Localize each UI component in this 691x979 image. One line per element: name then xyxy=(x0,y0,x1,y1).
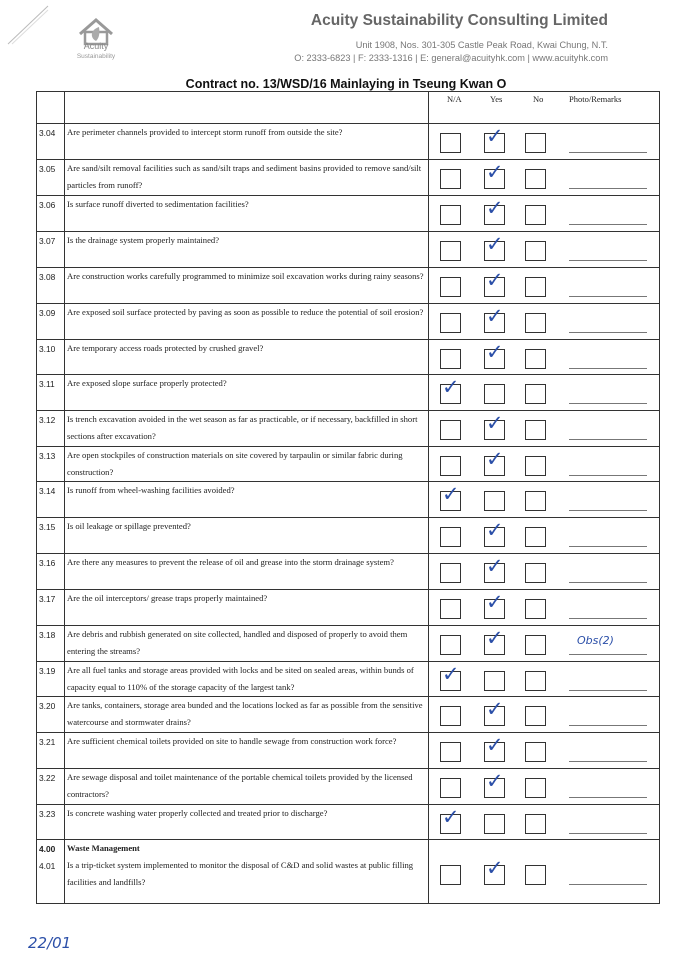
question-cell xyxy=(65,447,429,482)
options-cell xyxy=(429,769,660,805)
question-text: Are perimeter channels provided to intercept storm runoff from outside the site? xyxy=(67,127,343,137)
company-name: Acuity Sustainability Consulting Limited xyxy=(310,12,608,29)
options-cell xyxy=(429,840,660,904)
checkbox-no[interactable] xyxy=(525,420,546,440)
item-number xyxy=(37,124,65,160)
item-number-text: 3.23 xyxy=(39,809,56,819)
item-number-text: 4.01 xyxy=(39,861,56,871)
item-number-text: 3.14 xyxy=(39,486,56,496)
check-mark-icon: ✓ xyxy=(442,375,460,399)
question-cell xyxy=(65,662,429,697)
checkbox-na[interactable] xyxy=(440,277,461,297)
question-cell xyxy=(65,411,429,447)
item-number xyxy=(37,769,65,805)
remarks-line[interactable] xyxy=(569,368,647,369)
checkbox-yes[interactable] xyxy=(484,814,505,834)
options-cell xyxy=(429,626,660,662)
question-text: Are sufficient chemical toilets provided on site to handle sewage from construction work force? xyxy=(67,736,397,746)
options-cell xyxy=(429,590,660,626)
question-text: Are all fuel tanks and storage areas provided with locks and be sited on sealed areas, within bunds of capacity equal to 110% of the storage capacity of the largest tank? xyxy=(67,665,414,692)
corner-fold-icon xyxy=(6,4,50,46)
options-cell xyxy=(429,518,660,554)
question-cell xyxy=(65,375,429,411)
col-na-label: N/A xyxy=(447,94,462,104)
checkbox-na[interactable] xyxy=(440,420,461,440)
question-text: Is a trip-ticket system implemented to monitor the disposal of C&D and solid wastes at public filling facilities and landfills? xyxy=(67,860,414,887)
company-address: Unit 1908, Nos. 301-305 Castle Peak Road, Kwai Chung, N.T. xyxy=(355,40,608,50)
checkbox-na[interactable] xyxy=(440,599,461,619)
remarks-line[interactable] xyxy=(569,654,647,655)
question-cell xyxy=(65,160,429,196)
checkbox-no[interactable] xyxy=(525,814,546,834)
options-cell xyxy=(429,447,660,482)
header-question-cell xyxy=(65,92,429,124)
check-mark-icon: ✓ xyxy=(486,268,504,292)
handwritten-page-number: 22/01 xyxy=(28,934,72,952)
checkbox-na[interactable] xyxy=(440,706,461,726)
question-cell xyxy=(65,626,429,662)
options-cell xyxy=(429,662,660,697)
item-number xyxy=(37,518,65,554)
item-number-text: 3.07 xyxy=(39,236,56,246)
check-mark-icon: ✓ xyxy=(486,697,504,721)
checkbox-no[interactable] xyxy=(525,169,546,189)
item-number-text: 3.13 xyxy=(39,451,56,461)
question-text: Are temporary access roads protected by crushed gravel? xyxy=(67,343,264,353)
checkbox-na[interactable] xyxy=(440,241,461,261)
check-mark-icon: ✓ xyxy=(486,196,504,220)
question-cell xyxy=(65,518,429,554)
checkbox-na[interactable] xyxy=(440,563,461,583)
col-remarks-label: Photo/Remarks xyxy=(569,94,622,104)
options-cell xyxy=(429,124,660,160)
question-cell xyxy=(65,840,429,904)
table-row xyxy=(37,662,660,697)
handwritten-remark: Obs(2) xyxy=(577,634,614,647)
checkbox-no[interactable] xyxy=(525,205,546,225)
checkbox-na[interactable] xyxy=(440,456,461,476)
item-number xyxy=(37,482,65,518)
checkbox-na[interactable] xyxy=(440,205,461,225)
checkbox-no[interactable] xyxy=(525,865,546,885)
check-mark-icon: ✓ xyxy=(486,124,504,148)
question-cell xyxy=(65,554,429,590)
table-row xyxy=(37,697,660,733)
check-mark-icon: ✓ xyxy=(486,447,504,471)
item-number-text: 3.15 xyxy=(39,522,56,532)
checkbox-na[interactable] xyxy=(440,169,461,189)
col-yes-label: Yes xyxy=(490,94,503,104)
checkbox-na[interactable] xyxy=(440,313,461,333)
contract-title: Contract no. 13/WSD/16 Mainlaying in Tseung Kwan O xyxy=(185,77,507,91)
options-cell xyxy=(429,697,660,733)
checkbox-no[interactable] xyxy=(525,778,546,798)
question-cell xyxy=(65,733,429,769)
table-row xyxy=(37,304,660,340)
question-text: Are sand/silt removal facilities such as sand/silt traps and sediment basins provided to remove sand/silt particles from runoff? xyxy=(67,163,422,190)
col-no-label: No xyxy=(533,94,544,104)
question-cell xyxy=(65,268,429,304)
checkbox-no[interactable] xyxy=(525,384,546,404)
table-row xyxy=(37,590,660,626)
question-cell xyxy=(65,304,429,340)
question-text: Is concrete washing water properly collected and treated prior to discharge? xyxy=(67,808,328,818)
item-number-text: 3.22 xyxy=(39,773,56,783)
check-mark-icon: ✓ xyxy=(486,160,504,184)
options-cell xyxy=(429,375,660,411)
item-number xyxy=(37,662,65,697)
item-number-text: 3.12 xyxy=(39,415,56,425)
table-row xyxy=(37,375,660,411)
checkbox-no[interactable] xyxy=(525,563,546,583)
checkbox-na[interactable] xyxy=(440,635,461,655)
table-row xyxy=(37,196,660,232)
item-number xyxy=(37,375,65,411)
remarks-line[interactable] xyxy=(569,582,647,583)
remarks-line[interactable] xyxy=(569,439,647,440)
options-cell xyxy=(429,482,660,518)
item-number xyxy=(37,626,65,662)
remarks-line[interactable] xyxy=(569,475,647,476)
item-number-text: 3.19 xyxy=(39,666,56,676)
item-number-text: 3.18 xyxy=(39,630,56,640)
checkbox-no[interactable] xyxy=(525,742,546,762)
table-row xyxy=(37,769,660,805)
item-number xyxy=(37,590,65,626)
check-mark-icon: ✓ xyxy=(486,856,504,880)
check-mark-icon: ✓ xyxy=(442,662,460,686)
logo-subtitle: Sustainability xyxy=(76,53,116,60)
options-cell xyxy=(429,304,660,340)
checklist-table xyxy=(36,91,660,904)
company-contact: O: 2333-6823 | F: 2333-1316 | E: general@acuityhk.com | www.acuityhk.com xyxy=(294,53,608,63)
check-mark-icon: ✓ xyxy=(486,554,504,578)
item-number-text: 3.05 xyxy=(39,164,56,174)
item-number xyxy=(37,340,65,375)
checkbox-no[interactable] xyxy=(525,313,546,333)
table-row xyxy=(37,518,660,554)
table-row xyxy=(37,160,660,196)
question-text: Is trench excavation avoided in the wet season as far as practicable, or if necessary, backfilled in short sections after excavation? xyxy=(67,414,418,441)
table-row xyxy=(37,733,660,769)
question-text: Are sewage disposal and toilet maintenance of the portable chemical toilets provided by the licensed contractors? xyxy=(67,772,413,799)
options-cell xyxy=(429,268,660,304)
question-text: Is oil leakage or spillage prevented? xyxy=(67,521,191,531)
checkbox-no[interactable] xyxy=(525,491,546,511)
options-cell xyxy=(429,554,660,590)
checkbox-no[interactable] xyxy=(525,599,546,619)
question-cell xyxy=(65,196,429,232)
item-number-text: 3.11 xyxy=(39,379,55,389)
item-number xyxy=(37,447,65,482)
question-cell xyxy=(65,769,429,805)
table-row xyxy=(37,805,660,840)
check-mark-icon: ✓ xyxy=(486,733,504,757)
item-number-text: 3.08 xyxy=(39,272,56,282)
options-cell xyxy=(429,805,660,840)
checkbox-yes[interactable] xyxy=(484,671,505,691)
item-number xyxy=(37,840,65,904)
check-mark-icon: ✓ xyxy=(486,232,504,256)
remarks-line[interactable] xyxy=(569,884,647,885)
question-text: Is surface runoff diverted to sedimentation facilities? xyxy=(67,199,249,209)
checkbox-na[interactable] xyxy=(440,133,461,153)
check-mark-icon: ✓ xyxy=(486,304,504,328)
checkbox-yes[interactable] xyxy=(484,491,505,511)
header-row xyxy=(37,92,660,124)
question-cell xyxy=(65,805,429,840)
item-number xyxy=(37,411,65,447)
question-cell xyxy=(65,697,429,733)
question-cell xyxy=(65,590,429,626)
remarks-line[interactable] xyxy=(569,296,647,297)
options-cell xyxy=(429,196,660,232)
remarks-line[interactable] xyxy=(569,797,647,798)
remarks-line[interactable] xyxy=(569,833,647,834)
checkbox-no[interactable] xyxy=(525,635,546,655)
checkbox-yes[interactable] xyxy=(484,384,505,404)
question-text: Are exposed soil surface protected by paving as soon as possible to reduce the potential of soil erosion? xyxy=(67,307,424,317)
item-number-text: 3.10 xyxy=(39,344,56,354)
item-number-text: 3.17 xyxy=(39,594,56,604)
options-cell xyxy=(429,411,660,447)
checkbox-na[interactable] xyxy=(440,778,461,798)
remarks-line[interactable] xyxy=(569,725,647,726)
item-number-text: 3.16 xyxy=(39,558,56,568)
checkbox-na[interactable] xyxy=(440,349,461,369)
question-text: Are there any measures to prevent the release of oil and grease into the storm drainage system? xyxy=(67,557,394,567)
checkbox-no[interactable] xyxy=(525,241,546,261)
check-mark-icon: ✓ xyxy=(486,626,504,650)
remarks-line[interactable] xyxy=(569,403,647,404)
header-options-cell xyxy=(429,92,660,124)
item-number-text: 3.04 xyxy=(39,128,56,138)
question-text: Are tanks, containers, storage area bunded and the locations locked as far as possible from the sensitive watercourse and stormwater drains? xyxy=(67,700,423,727)
item-number-text: 3.09 xyxy=(39,308,56,318)
remarks-line[interactable] xyxy=(569,546,647,547)
check-mark-icon: ✓ xyxy=(442,482,460,506)
section-number: 4.00 xyxy=(39,844,56,854)
remarks-line[interactable] xyxy=(569,690,647,691)
table-row xyxy=(37,124,660,160)
checkbox-no[interactable] xyxy=(525,706,546,726)
checkbox-na[interactable] xyxy=(440,742,461,762)
item-number-text: 3.21 xyxy=(39,737,56,747)
question-text: Is runoff from wheel-washing facilities avoided? xyxy=(67,485,235,495)
checkbox-no[interactable] xyxy=(525,671,546,691)
header-num-cell xyxy=(37,92,65,124)
table-row xyxy=(37,411,660,447)
item-number xyxy=(37,268,65,304)
options-cell xyxy=(429,340,660,375)
question-text: Are debris and rubbish generated on site collected, handled and disposed of properly to avoid them entering the streams? xyxy=(67,629,408,656)
question-text: Are the oil interceptors/ grease traps properly maintained? xyxy=(67,593,268,603)
remarks-line[interactable] xyxy=(569,260,647,261)
remarks-line[interactable] xyxy=(569,188,647,189)
remarks-line[interactable] xyxy=(569,152,647,153)
question-cell xyxy=(65,340,429,375)
remarks-line[interactable] xyxy=(569,618,647,619)
check-mark-icon: ✓ xyxy=(442,805,460,829)
checkbox-no[interactable] xyxy=(525,277,546,297)
item-number-text: 3.06 xyxy=(39,200,56,210)
item-number xyxy=(37,554,65,590)
question-cell xyxy=(65,232,429,268)
checkbox-no[interactable] xyxy=(525,349,546,369)
item-number xyxy=(37,304,65,340)
remarks-line[interactable] xyxy=(569,761,647,762)
section-title: Waste Management xyxy=(67,843,140,853)
item-number xyxy=(37,196,65,232)
question-text: Are open stockpiles of construction materials on site covered by tarpaulin or similar fabric during construction? xyxy=(67,450,403,477)
question-text: Are exposed slope surface properly protected? xyxy=(67,378,227,388)
options-cell xyxy=(429,232,660,268)
item-number xyxy=(37,232,65,268)
item-number-text: 3.20 xyxy=(39,701,56,711)
checkbox-na[interactable] xyxy=(440,527,461,547)
table-row xyxy=(37,268,660,304)
table-row xyxy=(37,232,660,268)
check-mark-icon: ✓ xyxy=(486,590,504,614)
check-mark-icon: ✓ xyxy=(486,769,504,793)
check-mark-icon: ✓ xyxy=(486,411,504,435)
remarks-line[interactable] xyxy=(569,224,647,225)
table-row xyxy=(37,554,660,590)
table-row xyxy=(37,840,660,904)
item-number xyxy=(37,733,65,769)
question-cell xyxy=(65,124,429,160)
table-row xyxy=(37,447,660,482)
question-text: Is the drainage system properly maintained? xyxy=(67,235,220,245)
checkbox-na[interactable] xyxy=(440,865,461,885)
table-row xyxy=(37,626,660,662)
table-row xyxy=(37,340,660,375)
checkbox-no[interactable] xyxy=(525,456,546,476)
remarks-line[interactable] xyxy=(569,332,647,333)
item-number xyxy=(37,805,65,840)
logo-word: Acuity xyxy=(83,41,109,51)
check-mark-icon: ✓ xyxy=(486,518,504,542)
options-cell xyxy=(429,160,660,196)
check-mark-icon: ✓ xyxy=(486,340,504,364)
options-cell xyxy=(429,733,660,769)
remarks-line[interactable] xyxy=(569,510,647,511)
item-number xyxy=(37,697,65,733)
checkbox-no[interactable] xyxy=(525,133,546,153)
item-number xyxy=(37,160,65,196)
checkbox-no[interactable] xyxy=(525,527,546,547)
question-cell xyxy=(65,482,429,518)
table-row xyxy=(37,482,660,518)
question-text: Are construction works carefully programmed to minimize soil excavation works during rainy seasons? xyxy=(67,271,424,281)
